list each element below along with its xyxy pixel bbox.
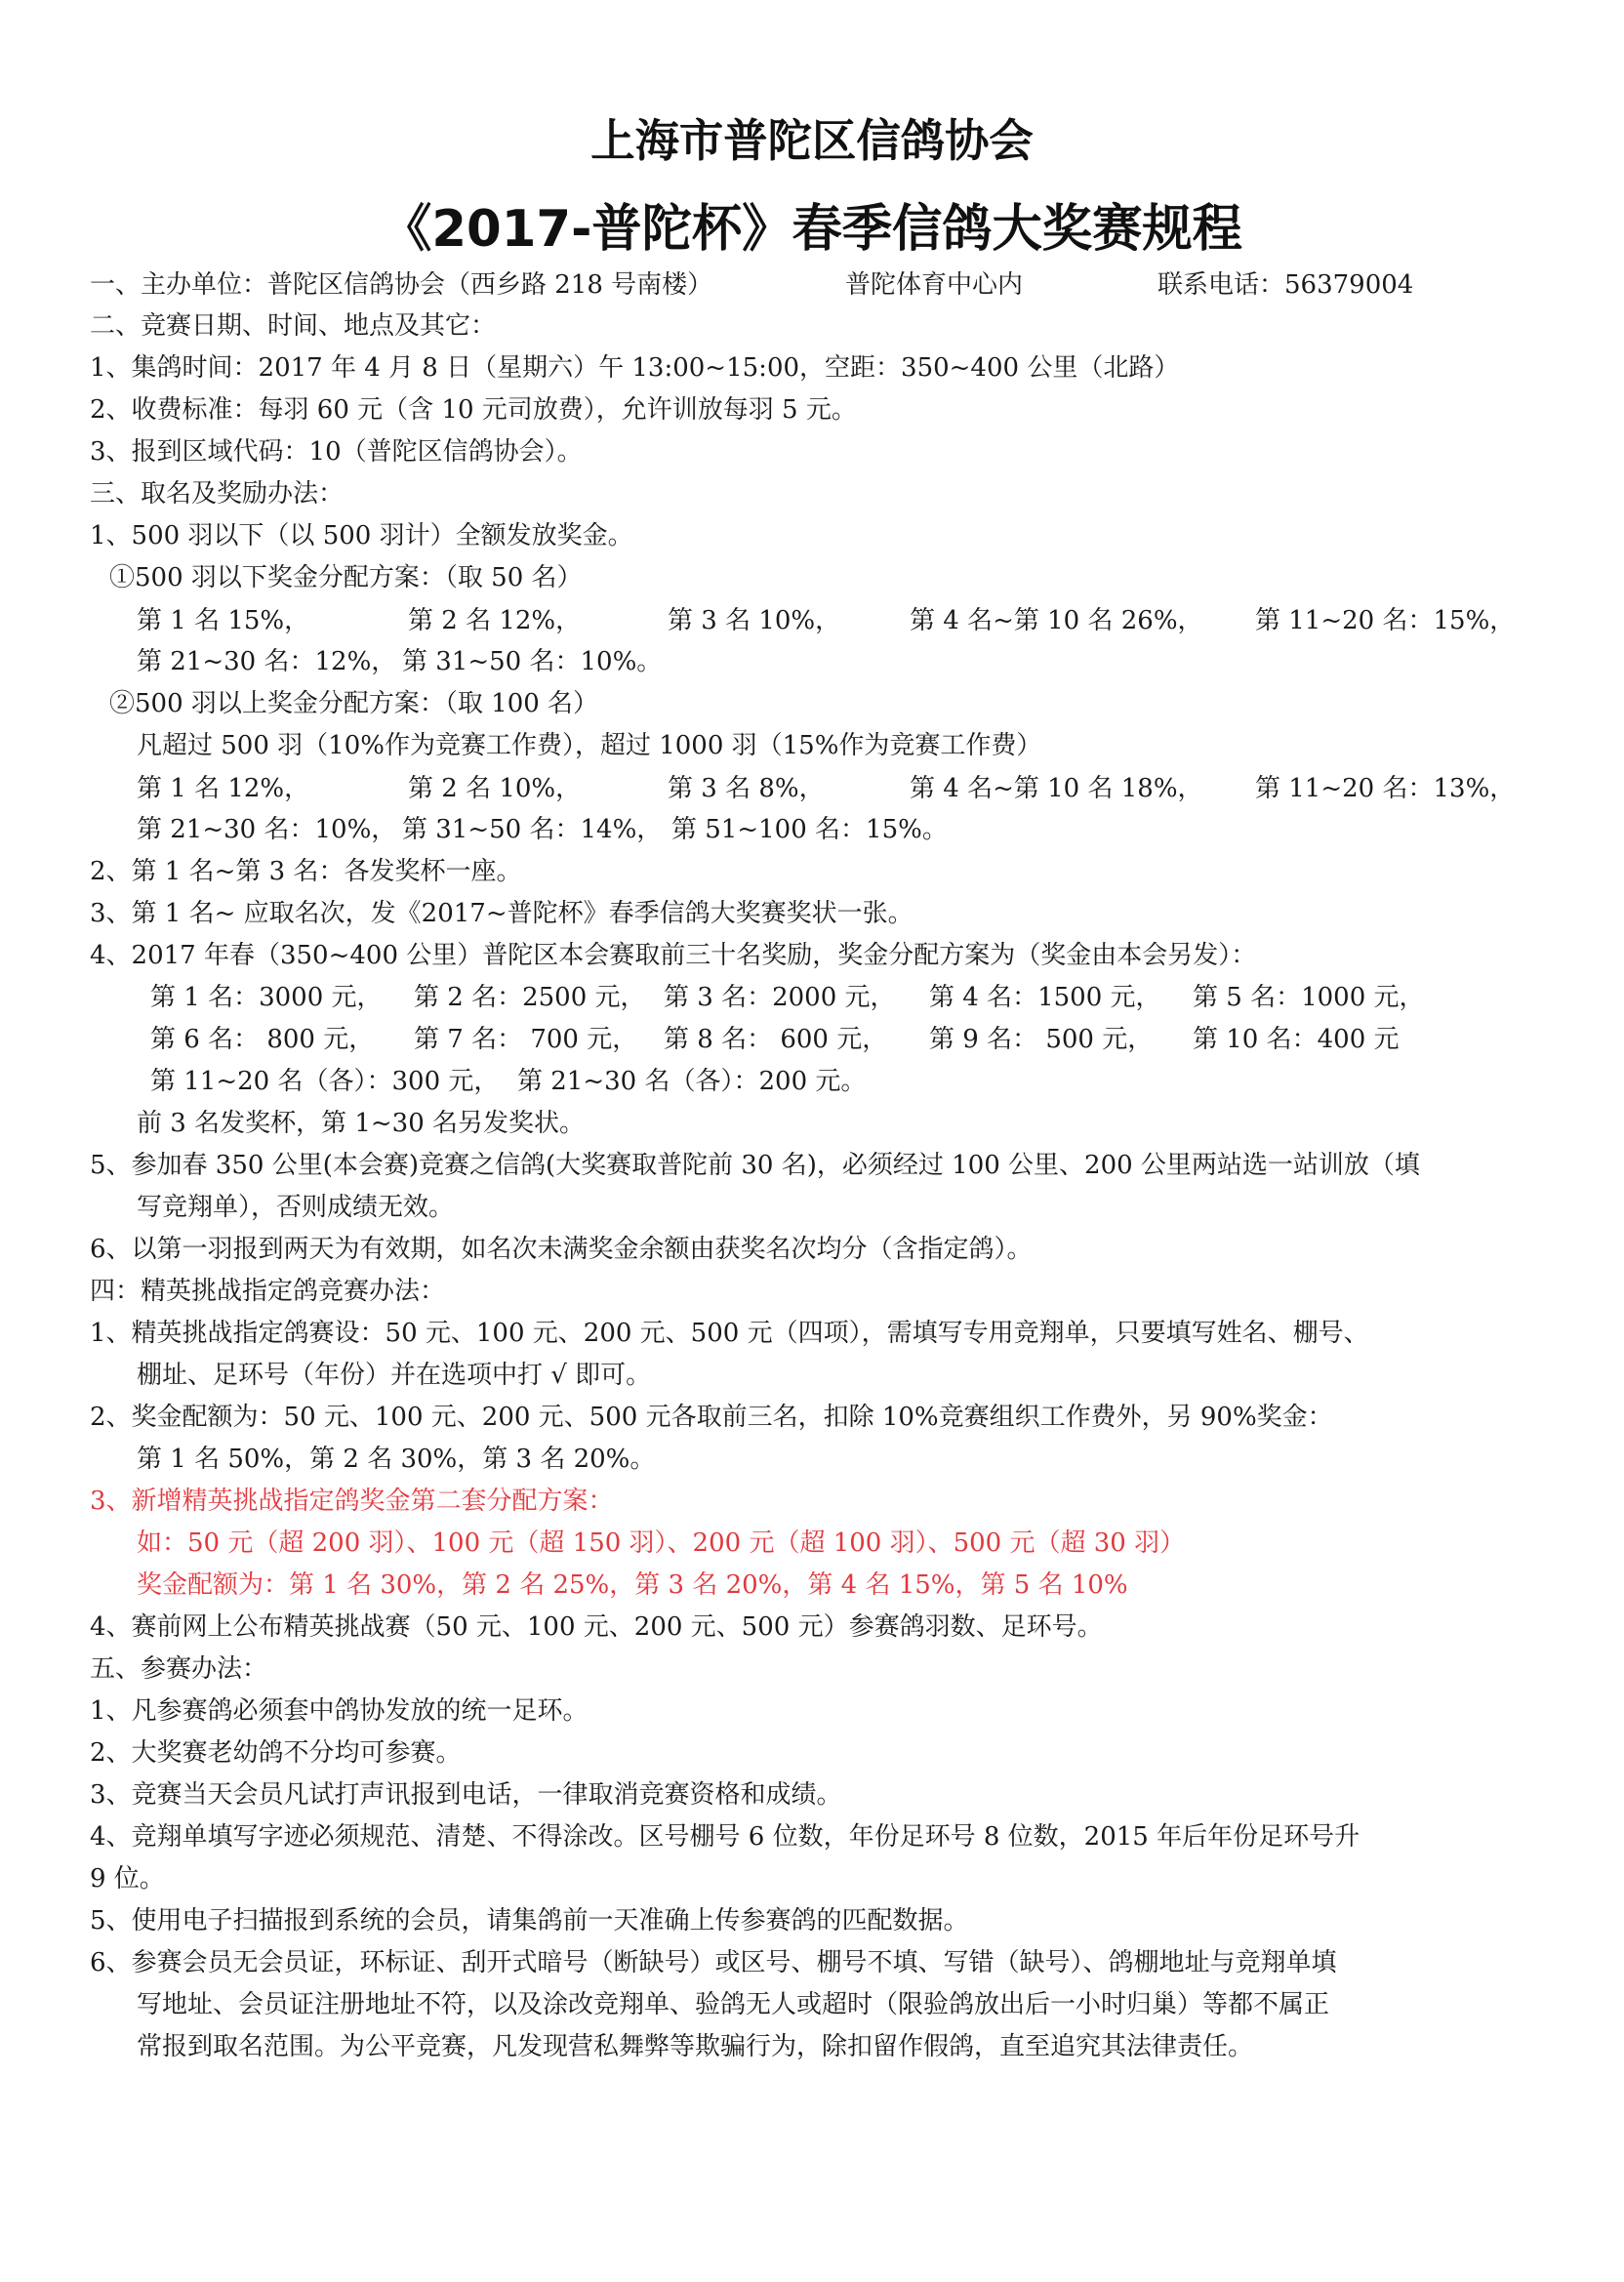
section-5-item-6-cont: 写地址、会员证注册地址不符，以及涂改竞翔单、验鸽无人或超时（限验鸽放出后一小时归巢）等都不属正 bbox=[137, 1990, 1330, 2019]
plan-b-cell: 第 11~20 名：13%， bbox=[1255, 774, 1516, 803]
plan-a-cell: 第 21~30 名：12%， bbox=[137, 647, 397, 676]
organizer-location: 普陀体育中心内 bbox=[845, 270, 1024, 300]
plan-b-note: 凡超过 500 羽（10%作为竞赛工作费），超过 1000 羽（15%作为竞赛工作费） bbox=[137, 731, 1042, 760]
prize-cell: 第 9 名： 500 元， bbox=[929, 1025, 1154, 1054]
plan-b-cell: 第 4 名~第 10 名 18%， bbox=[910, 774, 1203, 803]
organizer-phone: 联系电话：56379004 bbox=[1157, 270, 1414, 300]
section-4-item-1-cont: 棚址、足环号（年份）并在选项中打 √ 即可。 bbox=[137, 1361, 652, 1390]
plan-a-cell: 第 4 名~第 10 名 26%， bbox=[910, 606, 1203, 635]
document-subtitle: 《2017-普陀杯》春季信鸽大奖赛规程 bbox=[382, 200, 1242, 259]
section-5-item-2: 2、大奖赛老幼鸽不分均可参赛。 bbox=[90, 1738, 462, 1768]
prize-row-1 bbox=[0, 982, 1624, 1013]
prize-cell: 第 11~20 名（各）：300 元， bbox=[150, 1067, 500, 1096]
section-5-item-4-cont: 9 位。 bbox=[90, 1864, 165, 1894]
section-2-item-3: 3、报到区域代码：10（普陀区信鸽协会）。 bbox=[90, 437, 583, 467]
section-4-item-4: 4、赛前网上公布精英挑战赛（50 元、100 元、200 元、500 元）参赛鸽羽数、足环号。 bbox=[90, 1612, 1103, 1642]
prize-row-2 bbox=[0, 1024, 1624, 1055]
prize-row-3 bbox=[0, 1066, 1624, 1097]
section-3-item-3: 3、第 1 名~ 应取名次，发《2017~普陀杯》春季信鸽大奖赛奖状一张。 bbox=[90, 899, 914, 928]
section-5-item-4: 4、竞翔单填写字迹必须规范、清楚、不得涂改。区号棚号 6 位数，年份足环号 8 位数，2015 年后年份足环号升 bbox=[90, 1822, 1360, 1852]
prize-cell: 第 21~30 名（各）：200 元。 bbox=[517, 1067, 867, 1096]
plan-b-heading: ②500 羽以上奖金分配方案：（取 100 名） bbox=[109, 689, 599, 718]
prize-cell: 第 8 名： 600 元， bbox=[664, 1025, 888, 1054]
plan-a-cell: 第 11~20 名：15%， bbox=[1255, 606, 1516, 635]
prize-cell: 第 4 名：1500 元， bbox=[929, 983, 1161, 1012]
prize-cell: 第 3 名：2000 元， bbox=[664, 983, 896, 1012]
section-2-item-1: 1、集鸽时间：2017 年 4 月 8 日（星期六）午 13:00~15:00，空距：350~400 公里（北路） bbox=[90, 353, 1180, 383]
plan-a-cell: 第 2 名 12%， bbox=[408, 606, 582, 635]
section-4-item-2-cont: 第 1 名 50%，第 2 名 30%，第 3 名 20%。 bbox=[137, 1445, 656, 1474]
plan-b-cell: 第 1 名 12%， bbox=[137, 774, 310, 803]
prize-note: 前 3 名发奖杯，第 1~30 名另发奖状。 bbox=[137, 1109, 586, 1138]
plan-a-row-1 bbox=[0, 605, 1624, 636]
section-5-item-6: 6、参赛会员无会员证，环标证、刮开式暗号（断缺号）或区号、棚号不填、写错（缺号）、鸽棚地址与竞翔单填 bbox=[90, 1948, 1337, 1977]
plan-b-cell: 第 3 名 8%， bbox=[668, 774, 825, 803]
plan-a-heading: ①500 羽以下奖金分配方案：（取 50 名） bbox=[109, 563, 583, 592]
section-4-heading: 四：精英挑战指定鸽竞赛办法： bbox=[90, 1277, 446, 1306]
plan-b-cell: 第 31~50 名：14%， bbox=[402, 815, 663, 844]
document-title: 上海市普陀区信鸽协会 bbox=[590, 114, 1034, 167]
plan-b-cell: 第 2 名 10%， bbox=[408, 774, 582, 803]
section-2-item-2: 2、收费标准：每羽 60 元（含 10 元司放费），允许训放每羽 5 元。 bbox=[90, 395, 857, 425]
section-5-item-3: 3、竞赛当天会员凡试打声讯报到电话，一律取消竞赛资格和成绩。 bbox=[90, 1780, 842, 1810]
section-3-item-5: 5、参加春 350 公里(本会赛)竞赛之信鸽(大奖赛取普陀前 30 名)，必须经过 100 公里、200 公里两站选一站训放（填 bbox=[90, 1151, 1420, 1180]
plan-b-row-1 bbox=[0, 773, 1624, 804]
plan-a-cell: 第 3 名 10%， bbox=[668, 606, 841, 635]
plan-b-cell: 第 51~100 名：15%。 bbox=[671, 815, 948, 844]
section-3-item-6: 6、以第一羽报到两天为有效期，如名次未满奖金余额由获奖名次均分（含指定鸽）。 bbox=[90, 1235, 1033, 1264]
prize-cell: 第 1 名：3000 元， bbox=[150, 983, 383, 1012]
plan-a-row-2 bbox=[0, 646, 1624, 677]
section-5-item-5: 5、使用电子扫描报到系统的会员，请集鸽前一天准确上传参赛鸽的匹配数据。 bbox=[90, 1906, 969, 1936]
section-5-item-6-cont: 常报到取名范围。为公平竞赛，凡发现营私舞弊等欺骗行为，除扣留作假鸽，直至追究其法律责任。 bbox=[137, 2032, 1254, 2061]
plan-b-row-2 bbox=[0, 814, 1624, 845]
section-4-item-3-quota: 奖金配额为：第 1 名 30%，第 2 名 25%，第 3 名 20%，第 4 名 15%，第 5 名 10% bbox=[137, 1570, 1128, 1600]
section-2-heading: 二、竞赛日期、时间、地点及其它： bbox=[90, 311, 497, 341]
plan-a-cell: 第 31~50 名：10%。 bbox=[402, 647, 663, 676]
prize-cell: 第 5 名：1000 元， bbox=[1193, 983, 1425, 1012]
section-3-item-5-cont: 写竞翔单），否则成绩无效。 bbox=[137, 1193, 455, 1222]
section-4-item-3-example: 如：50 元（超 200 羽）、100 元（超 150 羽）、200 元（超 100 羽）、500 元（超 30 羽） bbox=[137, 1528, 1186, 1558]
section-4-item-1: 1、精英挑战指定鸽赛设：50 元、100 元、200 元、500 元（四项），需填写专用竞翔单，只要填写姓名、棚号、 bbox=[90, 1319, 1369, 1348]
prize-cell: 第 2 名：2500 元， bbox=[414, 983, 646, 1012]
organizer-line: 一、主办单位：普陀区信鸽协会（西乡路 218 号南楼） bbox=[90, 270, 713, 300]
section-4-item-3: 3、新增精英挑战指定鸽奖金第二套分配方案： bbox=[90, 1487, 614, 1516]
section-3-item-1: 1、500 羽以下（以 500 羽计）全额发放奖金。 bbox=[90, 521, 633, 550]
section-5-item-1: 1、凡参赛鸽必须套中鸽协发放的统一足环。 bbox=[90, 1696, 589, 1726]
section-4-item-2: 2、奖金配额为：50 元、100 元、200 元、500 元各取前三名，扣除 10%竞赛组织工作费外，另 90%奖金： bbox=[90, 1403, 1333, 1432]
section-3-item-2: 2、第 1 名~第 3 名：各发奖杯一座。 bbox=[90, 857, 522, 886]
prize-cell: 第 7 名： 700 元， bbox=[414, 1025, 638, 1054]
section-3-item-4: 4、2017 年春（350~400 公里）普陀区本会赛取前三十名奖励，奖金分配方案为（奖金由本会另发）： bbox=[90, 941, 1257, 970]
section-3-heading: 三、取名及奖励办法： bbox=[90, 479, 345, 509]
prize-cell: 第 10 名：400 元 bbox=[1193, 1025, 1400, 1054]
section-5-heading: 五、参赛办法： bbox=[90, 1654, 268, 1684]
plan-a-cell: 第 1 名 15%， bbox=[137, 606, 310, 635]
plan-b-cell: 第 21~30 名：10%， bbox=[137, 815, 397, 844]
prize-cell: 第 6 名： 800 元， bbox=[150, 1025, 375, 1054]
